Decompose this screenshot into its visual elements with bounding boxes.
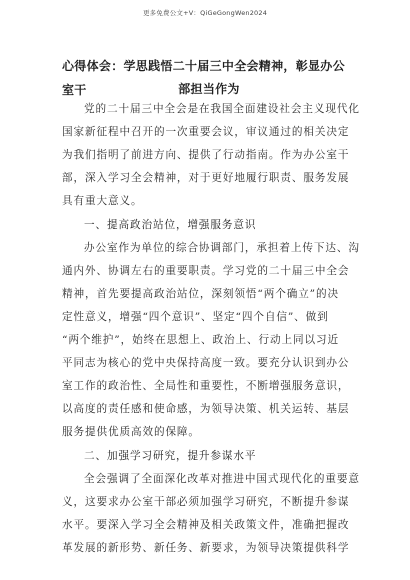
body-line: 国家新征程中召开的一次重要会议，审议通过的相关决定	[62, 126, 350, 138]
body-line: 为我们指明了前进方向、提供了行动指南。作为办公室干	[62, 149, 350, 161]
body-line: 具有重大意义。	[62, 195, 143, 207]
section-heading-1: 一、提高政治站位，增强服务意识	[84, 219, 257, 231]
body-line: 通内外、协调左右的重要职责。学习党的二十届三中全会	[62, 265, 350, 277]
body-line: 室工作的政治性、全局性和重要性，不断增强服务意识，	[62, 380, 350, 392]
header-note: 更多免费公文+V：QiGeGongWen2024	[142, 9, 268, 17]
body-line: 水平。要深入学习全会精神及相关政策文件，准确把握改	[62, 519, 350, 531]
document-title-line-1: 心得体会：学思践悟二十届三中全会精神，彰显办公室干	[62, 59, 345, 97]
body-line: 全会强调了全面深化改革对推进中国式现代化的重要意	[84, 473, 360, 485]
body-line: 平同志为核心的党中央保持高度一致。要充分认识到办公	[62, 357, 350, 369]
body-line: 革发展的新形势、新任务、新要求，为领导决策提供科学	[62, 542, 350, 554]
body-line: “两个维护”，始终在思想上、政治上、行动上同以习近	[62, 334, 339, 346]
body-line: 服务提供优质高效的保障。	[62, 426, 200, 438]
document-title-line-2: 部担当作为	[178, 82, 240, 96]
body-line: 办公室作为单位的综合协调部门，承担着上传下达、沟	[84, 242, 360, 254]
body-line: 定性意义，增强“四个意识”、坚定“四个自信”、做到	[62, 311, 329, 323]
body-line: 以高度的责任感和使命感，为领导决策、机关运转、基层	[62, 403, 350, 415]
section-heading-2: 二、加强学习研究，提升参谋水平	[84, 450, 257, 462]
body-line: 党的二十届三中全会是在我国全面建设社会主义现代化	[84, 103, 360, 115]
body-line: 义，这要求办公室干部必须加强学习研究，不断提升参谋	[62, 496, 350, 508]
body-line: 部，深入学习全会精神，对于更好地履行职责、服务发展	[62, 172, 350, 184]
body-line: 精神，首先要提高政治站位，深刻领悟“两个确立”的决	[62, 288, 339, 300]
